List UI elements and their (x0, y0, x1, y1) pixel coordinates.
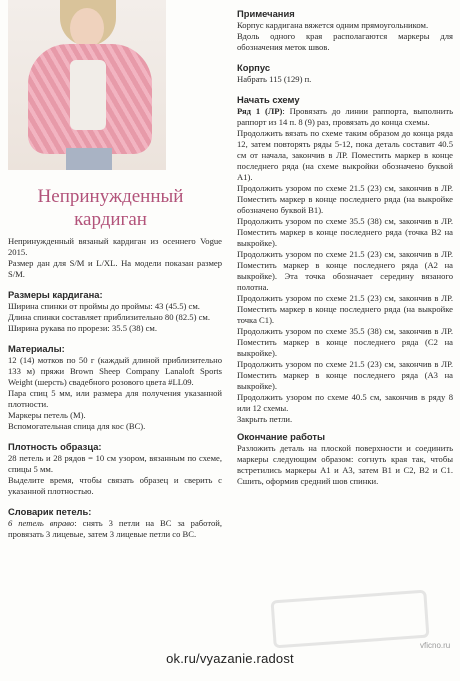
photo-jeans (66, 148, 112, 170)
start-chart-heading: Начать схему (237, 94, 300, 105)
dimension-line: Ширина спинки от проймы до проймы: 43 (45.5) см. (8, 301, 200, 311)
row-1-instruction: : Провязать до линии раппорта, выполнить раппорт из 14 п. 8 (9) раз, провязать до конца схемы. (237, 106, 453, 127)
materials-line: Пара спиц 5 мм, или размера для получения указанной плотности. (8, 388, 222, 409)
gauge-line: 28 петель и 28 рядов = 10 см узором, вязанным по схеме, спицы 5 мм. (8, 453, 222, 474)
step-text: Закрыть петли. (237, 414, 293, 424)
notes-line: Корпус кардигана вяжется одним прямоугольником. (237, 20, 429, 30)
notes-heading: Примечания (237, 8, 295, 19)
row-1-text (237, 106, 453, 128)
step-text: Продолжить узором по схеме 40.5 см, закончив в ряду 8 или 12 схемы. (237, 392, 453, 413)
title-line-1: Непринужденный (37, 186, 184, 207)
stitch-dictionary-text (8, 518, 222, 540)
photo-white-top (70, 60, 106, 130)
materials-heading: Материалы: (8, 343, 65, 354)
materials-line: 12 (14) мотков по 50 г (каждый длиной приблизительно 133 м) пряжи Brown Sheep Company Lanaloft Sports Weight (шерсть) свадебного розового цвета #LL09. (8, 355, 222, 387)
materials-line: Маркеры петель (М). (8, 410, 86, 420)
stitch-dictionary-heading: Словарик петель: (8, 506, 92, 517)
finishing-text: Разложить деталь на плоской поверхности и соединить маркеры следующим образом: согнуть края так, чтобы встретились маркеры А1 и А3, затем В1 и С2, В2 и С1. Сшить, оформив средний шов спинки. (237, 443, 453, 486)
sizes-text: Размер дан для S/M и L/XL. На модели показан размер S/M. (8, 258, 222, 279)
dimensions-heading: Размеры кардигана: (8, 289, 103, 300)
gauge-line: Выделите время, чтобы связать образец и сверить с указанной плотностью. (8, 475, 222, 496)
finishing-heading: Окончание работы (237, 431, 325, 442)
stitch-definition: : снять 3 петли на ВС за работой, провязать 3 лицевые, затем 3 лицевые петли со ВС. (8, 518, 223, 539)
source-watermark: ok.ru/vyazanie.radost (166, 651, 294, 666)
notes-line: Вдоль одного края располагаются маркеры для обозначения меток швов. (237, 31, 453, 52)
body-text: Набрать 115 (129) п. (237, 74, 312, 84)
step-text: Продолжить узором по схеме 21.5 (23) см, закончив в ЛР. Поместить маркер в конце последнего ряда (А3 на выкройке). (237, 359, 453, 391)
gauge-heading: Плотность образца: (8, 441, 102, 452)
step-text: Продолжить узором по схеме 35.5 (38) см, закончив в ЛР. Поместить маркер в конце последнего ряда (точка В2 на выкройке). (237, 216, 453, 248)
title-line-2: кардиган (74, 209, 147, 230)
dimension-line: Ширина рукава по прорези: 35.5 (38) см. (8, 323, 158, 333)
intro-text: Непринужденный вязаный кардиган из осеннего Vogue 2015. (8, 236, 222, 257)
step-text: Продолжить узором по схеме 21.5 (23) см, закончив в ЛР. Поместить маркер в конце последнего ряда (на выкройке обозначено буквой В1). (237, 183, 453, 215)
dimension-line: Длина спинки составляет приблизительно 80 (82.5) см. (8, 312, 210, 322)
row-1-label: Ряд 1 (ЛР) (237, 106, 283, 116)
left-column (8, 236, 222, 540)
step-text: Продолжить узором по схеме 21.5 (23) см, закончив в ЛР. Поместить маркер в конце последнего ряда (на выкройке точка С1). (237, 293, 453, 325)
watermark-stamp (271, 590, 430, 649)
step-text: Продолжить узором по схеме 21.5 (23) см, закончив в ЛР. Поместить маркер в конце последнего ряда (А2 на выкройке). Эта точка обозначает середину вязаного полотна. (237, 249, 453, 292)
materials-line: Вспомогательная спица для кос (ВС). (8, 421, 146, 431)
model-photo (8, 0, 166, 170)
photo-face (70, 8, 104, 48)
step-text: Продолжить вязать по схеме таким образом до конца ряда 12, затем повторять ряды 5-12, пока деталь составит 40.5 см от начала, закончив в ЛР. Поместить маркер в конце последнего ряда (на схеме выкройки обозначено буквой А1). (237, 128, 453, 182)
body-heading: Корпус (237, 62, 271, 73)
stitch-term: 6 петель вправо (8, 518, 75, 528)
step-text: Продолжить узором по схеме 35.5 (38) см, закончив в ЛР. Поместить маркер в конце последнего ряда (С2 на выкройке). (237, 326, 453, 358)
site-watermark: vficno.ru (420, 641, 451, 650)
right-column (237, 8, 453, 487)
